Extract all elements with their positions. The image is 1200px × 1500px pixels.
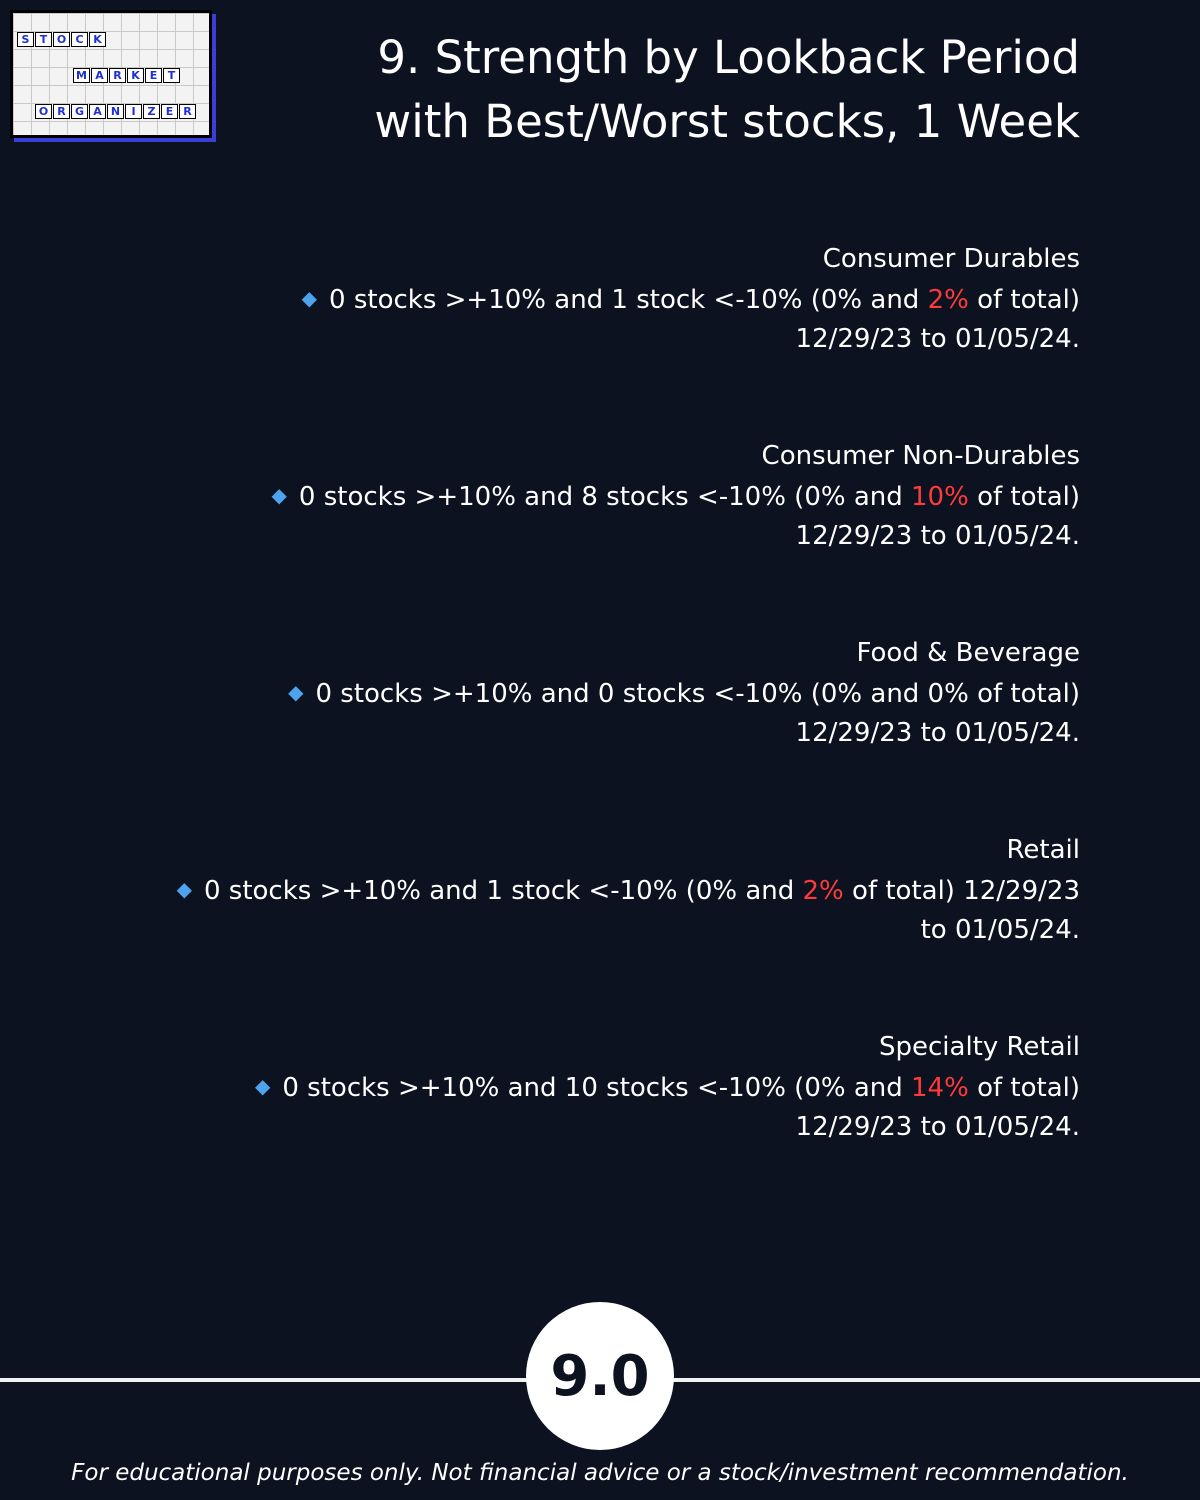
logo-letter: T — [163, 68, 180, 83]
logo-letter: R — [179, 104, 196, 119]
sector-food-beverage — [160, 634, 1080, 753]
diamond-icon: ◆ — [271, 483, 287, 507]
negative-percent: 10% — [911, 482, 969, 512]
logo-letter: M — [73, 68, 90, 83]
logo-letter: C — [71, 32, 88, 47]
logo-letter: Z — [143, 104, 160, 119]
sector-list — [160, 240, 1080, 1225]
diamond-icon: ◆ — [176, 877, 192, 901]
logo-word-stock — [17, 32, 107, 47]
negative-percent: 14% — [911, 1073, 969, 1103]
sector-stats-tail: of total) — [968, 285, 1080, 315]
sector-stats-tail: of total) 12/29/23 — [843, 876, 1080, 906]
sector-stats: 0 stocks >+10% and 1 stock <-10% (0% and — [329, 285, 928, 315]
page-title-line2: with Best/Worst stocks, 1 Week — [374, 95, 1080, 148]
sector-name: Specialty Retail — [879, 1032, 1080, 1062]
sector-stats-tail: of total) — [968, 1073, 1080, 1103]
sector-name: Food & Beverage — [856, 638, 1080, 668]
diamond-icon: ◆ — [254, 1074, 271, 1098]
logo-letter: K — [89, 32, 106, 47]
sector-consumer-non-durables — [160, 437, 1080, 556]
negative-percent: 2% — [802, 876, 844, 906]
logo-letter: E — [161, 104, 178, 119]
date-range: to 01/05/24. — [920, 915, 1080, 945]
disclaimer: For educational purposes only. Not financial advice or a stock/investment recommendation. — [71, 1460, 1129, 1486]
sector-name: Consumer Durables — [822, 244, 1080, 274]
date-range: 12/29/23 to 01/05/24. — [795, 718, 1080, 748]
logo-letter: I — [125, 104, 142, 119]
sector-name: Consumer Non-Durables — [761, 441, 1080, 471]
logo-letter: O — [53, 32, 70, 47]
logo-letter: A — [89, 104, 106, 119]
sector-stats: 0 stocks >+10% and 8 stocks <-10% (0% and — [298, 482, 912, 512]
logo-letter: N — [107, 104, 124, 119]
sector-specialty-retail — [160, 1028, 1080, 1147]
sector-retail — [160, 831, 1080, 950]
logo-letter: S — [17, 32, 34, 47]
page-title-line1: 9. Strength by Lookback Period — [377, 31, 1080, 84]
date-range: 12/29/23 to 01/05/24. — [795, 1112, 1080, 1142]
logo-letter: G — [71, 104, 88, 119]
logo-letter: E — [145, 68, 162, 83]
logo-word-market — [73, 68, 181, 83]
stock-market-organizer-logo — [10, 10, 212, 138]
sector-stats: 0 stocks >+10% and 10 stocks <-10% (0% and — [282, 1073, 912, 1103]
sector-name: Retail — [1006, 835, 1080, 865]
logo-letter: R — [109, 68, 126, 83]
logo-letter: R — [53, 104, 70, 119]
sector-stats: 0 stocks >+10% and 1 stock <-10% (0% and — [203, 876, 803, 906]
logo-letter: A — [91, 68, 108, 83]
logo-letter: K — [127, 68, 144, 83]
diamond-icon: ◆ — [301, 286, 318, 310]
negative-percent: 2% — [927, 285, 969, 315]
logo-word-organizer — [35, 104, 197, 119]
sector-stats: 0 stocks >+10% and 0 stocks <-10% (0% and 0% of total) — [315, 679, 1080, 709]
page-title — [374, 26, 1080, 154]
section-number-badge: 9.0 — [526, 1302, 674, 1450]
logo-letter: O — [35, 104, 52, 119]
date-range: 12/29/23 to 01/05/24. — [795, 324, 1080, 354]
diamond-icon: ◆ — [288, 680, 304, 704]
logo-letter: T — [35, 32, 52, 47]
sector-stats-tail: of total) — [968, 482, 1080, 512]
date-range: 12/29/23 to 01/05/24. — [795, 521, 1080, 551]
sector-consumer-durables — [160, 240, 1080, 359]
